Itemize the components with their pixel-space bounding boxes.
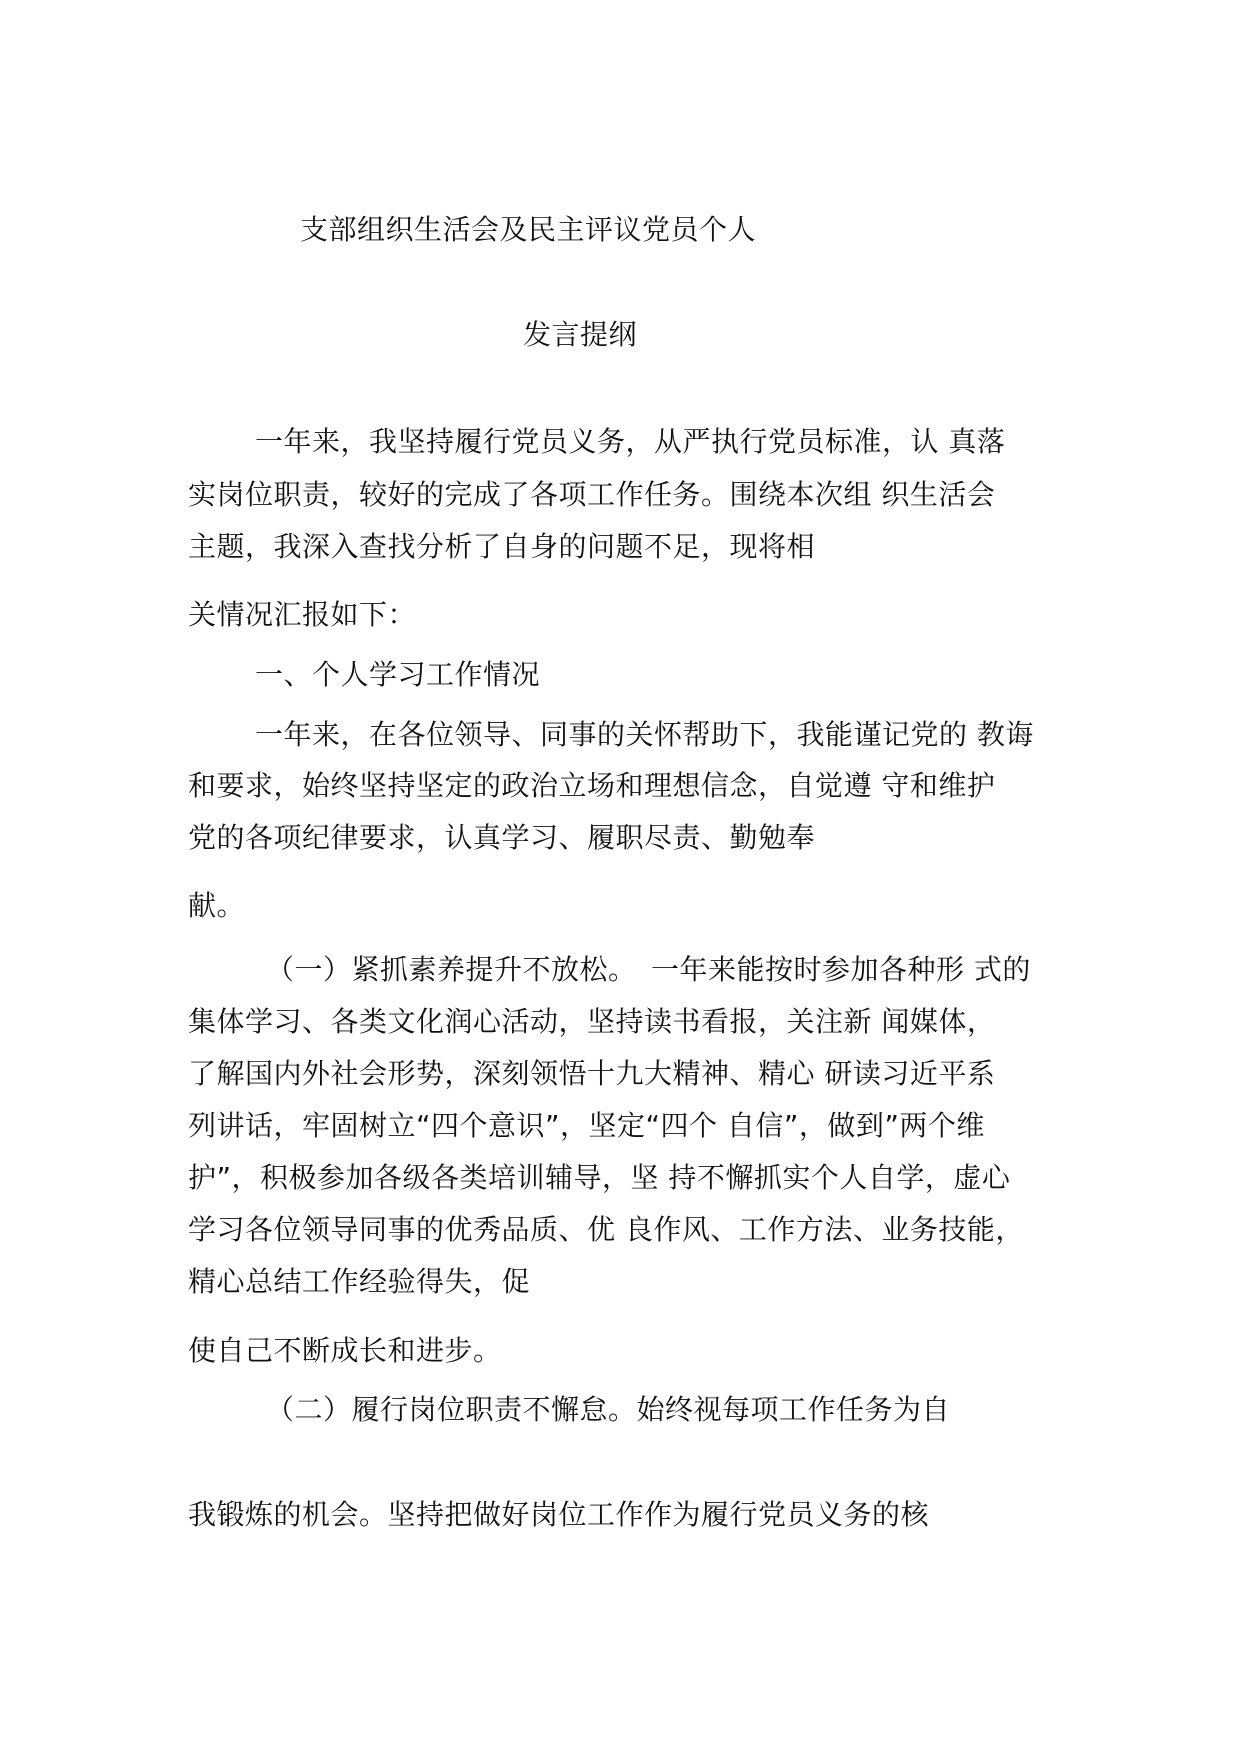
paragraph-line: 和要求，始终坚持坚定的政治立场和理想信念，自觉遵 守和维护 [188,769,996,802]
paragraph-line: 了解国内外社会形势，深刻领悟十九大精神、精心 研读习近平系 [188,1057,996,1090]
paragraph-line: 集体学习、各类文化润心活动，坚持读书看报，关注新 闻媒体， [188,1005,996,1038]
document-title-line-1: 支部组织生活会及民主评议党员个人 [300,213,757,246]
paragraph-line: 一年来，我坚持履行党员义务，从严执行党员标准，认 真落 [255,425,1006,458]
paragraph-line: 主题，我深入查找分析了自身的问题不足，现将相 [188,530,816,563]
paragraph-line: 实岗位职责，较好的完成了各项工作任务。围绕本次组 织生活会 [188,478,996,511]
paragraph-line: 列讲话，牢固树立“四个意识”，坚定“四个 自信”，做到”两个维 [188,1109,985,1142]
paragraph-line: 学习各位领导同事的优秀品质、优 良作风、工作方法、业务技能， [188,1213,1024,1246]
paragraph-line: 一年来，在各位领导、同事的关怀帮助下，我能谨记党的 教诲 [255,718,1034,751]
paragraph-line: 关情况汇报如下： [188,598,417,631]
paragraph-line: 党的各项纪律要求，认真学习、履职尽责、勤勉奉 [188,821,816,854]
document-title-line-2: 发言提纲 [523,318,638,351]
subsection-line: （一）紧抓素养提升不放松。 一年来能按时参加各种形 式的 [266,953,1031,986]
paragraph-line: 献。 [188,889,246,922]
paragraph-line: 护”，积极参加各级各类培训辅导，坚 持不懈抓实个人自学，虚心 [188,1161,1011,1194]
section-heading: 一、个人学习工作情况 [255,658,541,691]
paragraph-line: 精心总结工作经验得失，促 [188,1265,531,1298]
subsection-line: （二）履行岗位职责不懈怠。始终视每项工作任务为自 [266,1393,951,1426]
paragraph-line: 使自己不断成长和进步。 [188,1334,502,1367]
paragraph-line: 我锻炼的机会。坚持把做好岗位工作作为履行党员义务的核 [188,1498,930,1531]
